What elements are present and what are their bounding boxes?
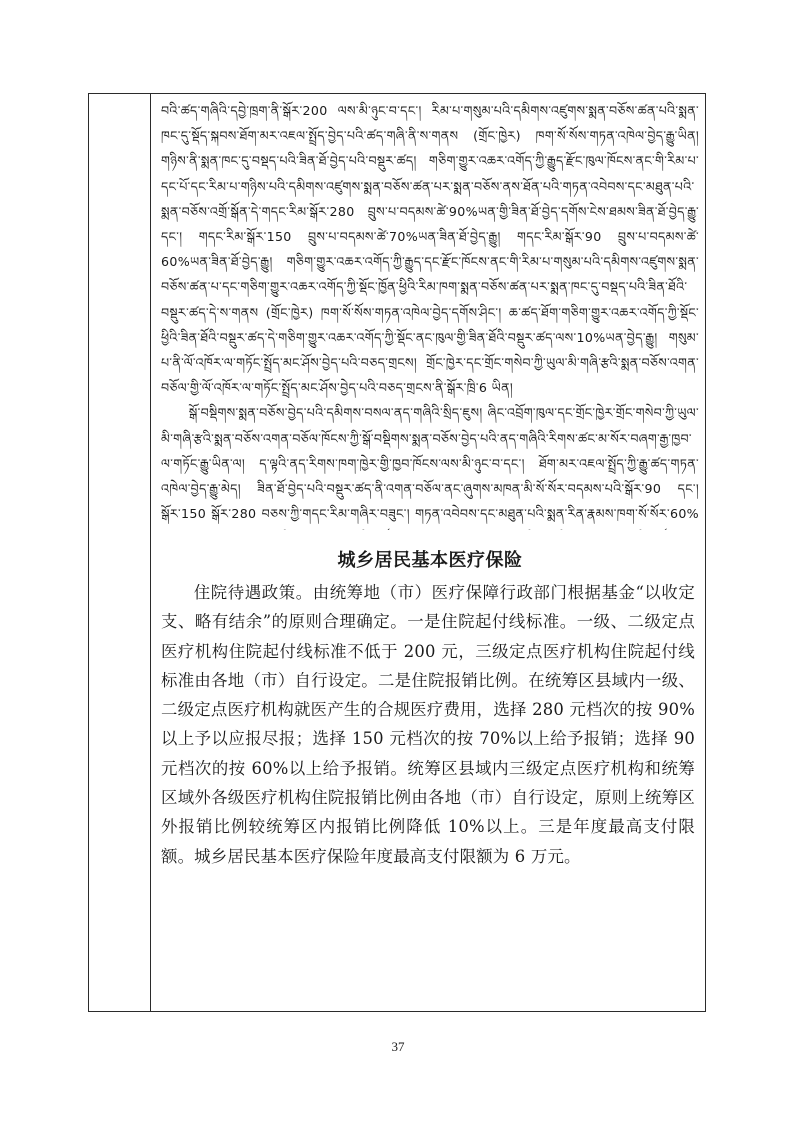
page-number: 37 xyxy=(391,1039,405,1054)
section-heading: 城乡居民基本医疗保险 xyxy=(337,550,523,571)
tibetan-paragraph: སྒོ་བསྡིགས་སྨན་བཅོས་བྱེད་པའི་དམིགས་བསལ་ནད་གཞིའི་སྲིད་ཇུས། ཞིང་འབྲོག་ཁུལ་དང་གྲོང་ཁྱེར་གྲོང་གསེབ་ཀྱི་ཡུལ་མི་གཞི་རྩའི་སྨན་བཅོས་འགན་བཅོལ་ཁོངས་ཀྱི་སྒོ་བསྡིགས་སྨན་བཅོས་བྱེད་པའི་ནད་གཞིའི་རིགས་ཚང་མ་སོར་བཞག་རྒྱ་ཁྱབ་ལ་གཏོང་རྒྱུ་ཡིན་ལ། ད་ལྟའི་ནད་རིགས་ཁག་ཁྱེར་གྱི་ཁྱབ་ཁོངས་ལས་མི་ཉུང་བ་དང་། ཐོག་མར་འཇལ་སྤྲོད་ཀྱི་རྒྱུ་ཚད་གཏན་འཁེལ་བྱེད་རྒྱུ་མེད། ཟིན་ཐོ་བྱེད་པའི་བསྡུར་ཚད་ནི་འགན་བཅོལ་ནང་ཞུགས་མཁན་མི་སོ་སོར་བདམས་པའི་སྒོར་90 དང་། སྒོར་150 སྒོར་280 བཅས་ཀྱི་གདང་རིམ་གཞིར་བཟུང་། གཏན་འབེབས་དང་མཐུན་པའི་སྨན་རིན་རྣམས་ཁག་སོ་སོར་60% xyxy=(161,405,699,522)
chinese-paragraph: 住院待遇政策。由统筹地（市）医疗保障行政部门根据基金“以收定支、略有结余”的原则合理确定。一是住院起付线标准。一级、二级定点医疗机构住院起付线标准不低于 200 元，三级定点医疗机构住院起付线标准由各地（市）自行设定。二是住院报销比例。在统筹区县域内一级、二级定点医疗机构就医产生的合规医疗费用，选择 280 元档次的按 90%以上予以应报尽报；选择 150 元档次的按 70%以上给予报销；选择 90 元档次的按 60%以上给予报销。统筹区县域内三级定点医疗机构和统筹区域外各级医疗机构住院报销比例由各地（市）自行设定，原则上统筹区外报销比例较统筹区内报销比例降低 10%以上。三是年度最高支付限额。城乡居民基本医疗保险年度最高支付限额为 6 万元。 xyxy=(161,583,695,866)
document-table xyxy=(88,93,706,1012)
tibetan-paragraph: བའི་ཚད་གཞིའི་དབྱེ་ཁྲག་ནི་སྒོར་200 ལས་མི་ཉུང་བ་དང་། རིམ་པ་གསུམ་པའི་དམིགས་འཛུགས་སྨན་བཅོས་ཚན་པའི་སྨན་ཁང་དུ་སྡོད་སྐབས་ཐོག་མར་འཇལ་སྤྲོད་བྱེད་པའི་ཚད་གཞི་ནི་ས་གནས (གྲོང་ཁྱེར) ཁག་སོ་སོས་གཏན་འཁེལ་བྱེད་རྒྱུ་ཡིན། གཉིས་ནི་སྨན་ཁང་དུ་བསྡད་པའི་ཟིན་ཐོ་བྱེད་པའི་བསྡུར་ཚད། གཅིག་གྱུར་འཆར་འགོད་ཀྱི་རྒྱུད་རྫོང་ཁུལ་ཁོངས་ནང་གི་རིམ་པ་དང་པོ་དང་རིམ་པ་གཉིས་པའི་དམིགས་འཛུགས་སྨན་བཅོས་ཚན་པར་སྨན་བཅོས་ནས་ཐོན་པའི་གཏན་འབེབས་དང་མཐུན་པའི་སྨན་བཅོས་འགྲོ་སྒོན་དེ་གདང་རིམ་སྒོར་280 བྲུས་པ་བདམས་ཚེ་90%ཡན་གྱི་ཟིན་ཐོ་བྱེད་དགོས་ངེས་ཐམས་ཟིན་ཐོ་བྱེད་རྒྱུ་དང་། གདང་རིམ་སྒོར་150 བྲུས་པ་བདམས་ཚེ་70%ཡན་ཟིན་ཐོ་བྱེད་རྒྱུ། གདང་རིམ་སྒོར་90 བྲུས་པ་བདམས་ཚེ་60%ཡན་ཟིན་ཐོ་བྱེད་རྒྱུ། གཅིག་གྱུར་འཆར་འགོད་ཀྱི་རྒྱུད་དང་རྫོང་ཁོངས་ནང་གི་རིམ་པ་གསུམ་པའི་དམིགས་འཛུགས་སྨན་བཅོས་ཚན་པ་དང་གཅིག་གྱུར་འཆར་འགོད་ཀྱི་སྡོང་ཁྱོན་ཕྱིའི་རིམ་ཁག་སྨན་བཅོས་ཚན་པར་སྨན་ཁང་དུ་བསྡད་པའི་ཟིན་ཐོའི་བསྡུར་ཚད་དེ་ས་གནས (གྲོང་ཁྱེར) ཁག་སོ་སོས་གཏན་འཁེལ་བྱེད་དགོས་ཤིང་། ཆ་ཚད་ཐོག་གཅིག་གྱུར་འཆར་འགོད་ཀྱི་སྡོང་ཕྱིའི་ཟིན་ཐོའི་བསྡུར་ཚད་དེ་གཅིག་གྱུར་འཆར་འགོད་ཀྱི་སྡོང་ནང་ཁུལ་གྱི་ཟིན་ཐོའི་བསྡུར་ཚད་ལས་10%ཡན་བྱེད་རྒྱུ། གསུམ་པ་ནི་ལོ་འཁོར་ལ་གཏོང་སྤྲོད་མང་ཤོས་བྱེད་པའི་བཅད་གྲངས། གྲོང་ཁྱེར་དང་གྲོང་གསེབ་ཀྱི་ཡུལ་མི་གཞི་རྩའི་སྨན་བཅོས་འགན་བཅོལ་གྱི་ལོ་འཁོར་ལ་གཏོང་སྤྲོད་མང་ཤོས་བྱེད་པའི་བཅད་གྲངས་ནི་སྒོར་ཁྲི་6 ཡིན། xyxy=(161,103,699,396)
table-content-cell xyxy=(151,94,705,1011)
table-left-column xyxy=(89,94,151,1011)
tibetan-text-block xyxy=(161,98,699,530)
